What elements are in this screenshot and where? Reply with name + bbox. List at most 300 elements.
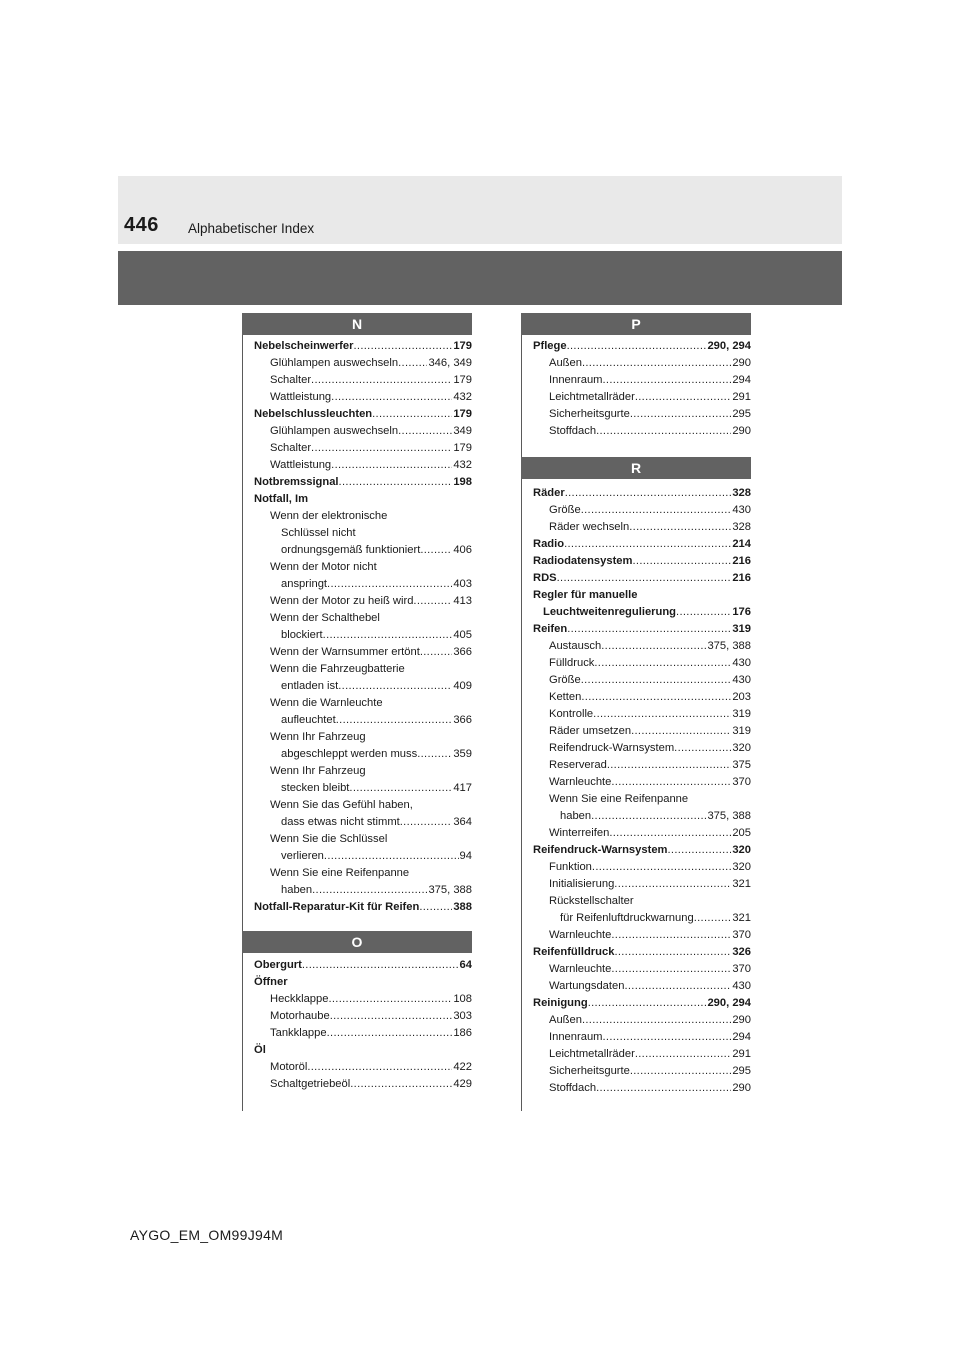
index-entry xyxy=(254,542,472,559)
index-entry xyxy=(254,797,472,814)
index-entry-leader xyxy=(312,882,427,899)
index-entry-pages: 294 xyxy=(732,374,751,386)
index-entry-pages: 375, 388 xyxy=(707,810,751,822)
index-entry-leader xyxy=(417,746,452,763)
index-entry xyxy=(254,780,472,797)
index-entry xyxy=(254,627,472,644)
index-entry-pages: 326 xyxy=(732,946,751,958)
index-entry xyxy=(254,814,472,831)
index-entry-leader xyxy=(603,1029,732,1046)
index-entry-label: Wenn der Motor zu heiß wird xyxy=(270,595,414,607)
index-entry-label: Rückstellschalter xyxy=(549,895,634,907)
index-entry-pages: 290 xyxy=(732,357,751,369)
index-entry-pages: 319 xyxy=(732,623,751,635)
index-entry xyxy=(254,474,472,491)
index-entry xyxy=(254,508,472,525)
index-letter-r: R xyxy=(521,457,751,479)
index-entry xyxy=(533,389,751,406)
index-entry-leader xyxy=(582,1012,731,1029)
index-entry-label: Öffner xyxy=(254,976,288,988)
index-entry-label: Öl xyxy=(254,1044,266,1056)
index-entry-pages: 291 xyxy=(732,1048,751,1060)
document-code: AYGO_EM_OM99J94M xyxy=(130,1227,284,1243)
index-entry xyxy=(254,423,472,440)
index-section-n xyxy=(242,313,472,916)
index-entry-leader xyxy=(635,389,732,406)
index-entry-pages: 403 xyxy=(453,578,472,590)
index-entry-label: RDS xyxy=(533,572,557,584)
index-letter-p: P xyxy=(521,313,751,335)
index-section-p xyxy=(521,313,751,440)
index-entry xyxy=(254,525,472,542)
index-entry-leader xyxy=(567,621,731,638)
index-entry-pages: 328 xyxy=(732,521,751,533)
index-entry-leader xyxy=(419,899,452,916)
index-entry-label: Leichtmetallräder xyxy=(549,1048,635,1060)
index-entry-pages: 319 xyxy=(732,708,751,720)
index-letter-o: O xyxy=(242,931,472,953)
index-entry-pages: 303 xyxy=(453,1010,472,1022)
index-entry-label: Wenn Sie das Gefühl haben, xyxy=(270,799,413,811)
index-letter-n: N xyxy=(242,313,472,335)
index-entry-leader xyxy=(336,712,453,729)
index-entry-leader xyxy=(588,995,707,1012)
index-entry-pages: 321 xyxy=(732,912,751,924)
index-entry xyxy=(254,991,472,1008)
index-entry-label: Leichtmetallräder xyxy=(549,391,635,403)
index-entry xyxy=(533,338,751,355)
index-entry-leader xyxy=(631,723,731,740)
index-list-o xyxy=(242,953,472,1093)
index-entry-pages: 413 xyxy=(453,595,472,607)
index-entry-pages: 320 xyxy=(732,742,751,754)
index-entry-label: Wenn Ihr Fahrzeug xyxy=(270,765,366,777)
index-entry-leader xyxy=(331,389,452,406)
index-entry xyxy=(533,740,751,757)
index-entry-leader xyxy=(630,1063,731,1080)
index-entry-label: Wattleistung xyxy=(270,391,332,403)
index-entry-leader xyxy=(581,672,732,689)
index-entry-label: Wattleistung xyxy=(270,459,332,471)
index-entry-leader xyxy=(349,780,452,797)
index-entry-label: Räder xyxy=(533,487,565,499)
index-entry xyxy=(533,791,751,808)
index-list-p xyxy=(521,335,751,440)
index-entry-label: Räder wechseln xyxy=(549,521,630,533)
index-entry-label: Warnleuchte xyxy=(549,963,612,975)
index-list-n xyxy=(242,335,472,916)
index-entry xyxy=(533,927,751,944)
index-entry-pages: 295 xyxy=(732,408,751,420)
index-entry-label: Reifendruck-Warnsystem xyxy=(549,742,675,754)
index-entry xyxy=(254,559,472,576)
index-entry xyxy=(533,423,751,440)
index-entry xyxy=(533,638,751,655)
index-entry-pages: 290, 294 xyxy=(707,997,751,1009)
index-entry-pages: 375 xyxy=(732,759,751,771)
index-entry-label: Wenn der elektronische xyxy=(270,510,388,522)
index-entry-leader xyxy=(624,978,731,995)
index-entry xyxy=(254,491,472,508)
index-entry-label: Wenn Ihr Fahrzeug xyxy=(270,731,366,743)
index-entry-leader xyxy=(629,519,731,536)
index-entry-pages: 203 xyxy=(732,691,751,703)
index-entry-leader xyxy=(611,927,731,944)
index-entry xyxy=(254,593,472,610)
index-section-r xyxy=(521,457,751,1097)
index-entry-leader xyxy=(594,655,731,672)
index-entry xyxy=(533,1063,751,1080)
index-entry-leader xyxy=(557,570,732,587)
index-entry-label: Schalter xyxy=(270,374,312,386)
index-entry-label: blockiert xyxy=(281,629,323,641)
index-entry-label: Sicherheitsgurte xyxy=(549,408,630,420)
index-entry-pages: 430 xyxy=(732,657,751,669)
index-entry xyxy=(533,355,751,372)
index-entry-pages: 366 xyxy=(453,714,472,726)
index-entry xyxy=(533,689,751,706)
index-entry-leader xyxy=(339,474,453,491)
index-entry-pages: 179 xyxy=(453,340,472,352)
index-entry xyxy=(254,729,472,746)
index-entry-label: Warnleuchte xyxy=(549,776,612,788)
index-entry-label: Wenn Sie eine Reifenpanne xyxy=(270,867,410,879)
index-entry-leader xyxy=(630,406,731,423)
index-entry-leader xyxy=(328,991,452,1008)
index-entry-pages: 349 xyxy=(453,425,472,437)
index-entry-leader xyxy=(596,1080,731,1097)
index-entry-label: haben xyxy=(560,810,592,822)
index-entry-label: Nebelschlussleuchten xyxy=(254,408,373,420)
index-list-r xyxy=(521,479,751,1097)
index-entry xyxy=(254,1059,472,1076)
index-entry-label: Leuchtweitenregulierung xyxy=(543,606,677,618)
index-entry-pages: 430 xyxy=(732,980,751,992)
index-entry-pages: 179 xyxy=(453,374,472,386)
index-entry xyxy=(533,406,751,423)
index-entry xyxy=(533,876,751,893)
index-entry-label: verlieren xyxy=(281,850,324,862)
index-entry xyxy=(533,757,751,774)
index-entry-label: Ketten xyxy=(549,691,582,703)
index-entry-label: dass etwas nicht stimmt xyxy=(281,816,400,828)
index-entry xyxy=(533,842,751,859)
index-entry-label: Reifenfülldruck xyxy=(533,946,615,958)
index-entry xyxy=(533,961,751,978)
index-entry-label: Kontrolle xyxy=(549,708,594,720)
index-entry-leader xyxy=(350,1076,452,1093)
page-number: 446 xyxy=(124,214,159,236)
index-entry-label: Glühlampen auswechseln xyxy=(270,357,399,369)
index-entry xyxy=(254,644,472,661)
index-entry-label: Radio xyxy=(533,538,565,550)
index-entry-label: stecken bleibt xyxy=(281,782,350,794)
index-entry-pages: 405 xyxy=(453,629,472,641)
index-entry-leader xyxy=(581,502,732,519)
index-entry-pages: 290 xyxy=(732,1082,751,1094)
index-entry xyxy=(254,1008,472,1025)
index-entry-label: Schalter xyxy=(270,442,312,454)
index-entry-pages: 216 xyxy=(732,555,751,567)
index-entry-label: Wenn der Warnsummer ertönt xyxy=(270,646,420,658)
index-entry-pages: 409 xyxy=(453,680,472,692)
index-entry-label: Wenn die Warnleuchte xyxy=(270,697,383,709)
index-entry-pages: 295 xyxy=(732,1065,751,1077)
index-entry-leader xyxy=(420,644,452,661)
index-entry xyxy=(254,957,472,974)
index-entry xyxy=(533,723,751,740)
index-entry-pages: 321 xyxy=(732,878,751,890)
index-entry-leader xyxy=(324,848,459,865)
index-entry-leader xyxy=(354,338,453,355)
index-entry-pages: 406 xyxy=(453,544,472,556)
index-entry-label: Räder umsetzen xyxy=(549,725,632,737)
index-entry-leader xyxy=(601,638,706,655)
index-entry-pages: 294 xyxy=(732,1031,751,1043)
index-entry-label: Innenraum xyxy=(549,374,603,386)
index-entry-label: Schaltgetriebeöl xyxy=(270,1078,351,1090)
index-entry-label: Notfall-Reparatur-Kit für Reifen xyxy=(254,901,420,913)
index-entry xyxy=(533,1029,751,1046)
index-entry-pages: 64 xyxy=(459,959,472,971)
index-entry-pages: 388 xyxy=(453,901,472,913)
index-entry xyxy=(533,893,751,910)
index-entry xyxy=(254,712,472,729)
index-entry-label: Notfall, Im xyxy=(254,493,309,505)
index-entry xyxy=(533,978,751,995)
index-entry-label: abgeschleppt werden muss xyxy=(281,748,418,760)
index-entry-leader xyxy=(609,825,731,842)
index-entry xyxy=(254,899,472,916)
page-section-title: Alphabetischer Index xyxy=(188,221,315,236)
index-entry-leader xyxy=(565,485,732,502)
index-entry-label: Wartungsdaten xyxy=(549,980,625,992)
index-entry-label: Außen xyxy=(549,357,582,369)
index-entry-pages: 370 xyxy=(732,776,751,788)
index-entry-label: Heckklappe xyxy=(270,993,329,1005)
index-entry-label: Reifendruck-Warnsystem xyxy=(533,844,668,856)
index-entry-leader xyxy=(632,553,731,570)
index-entry xyxy=(533,553,751,570)
index-entry xyxy=(533,587,751,604)
index-entry-leader xyxy=(311,440,452,457)
index-entry-label: Innenraum xyxy=(549,1031,603,1043)
index-entry-pages: 422 xyxy=(453,1061,472,1073)
index-entry-pages: 432 xyxy=(453,459,472,471)
index-entry xyxy=(533,944,751,961)
index-entry xyxy=(254,576,472,593)
index-entry-pages: 429 xyxy=(453,1078,472,1090)
index-entry-label: haben xyxy=(281,884,313,896)
index-entry-pages: 290 xyxy=(732,1014,751,1026)
index-entry-leader xyxy=(611,961,731,978)
index-entry-label: entladen ist xyxy=(281,680,339,692)
index-entry xyxy=(254,338,472,355)
index-entry-pages: 320 xyxy=(732,844,751,856)
index-entry-label: Nebelscheinwerfer xyxy=(254,340,354,352)
index-entry-leader xyxy=(400,814,453,831)
index-entry-pages: 359 xyxy=(453,748,472,760)
index-entry-leader xyxy=(635,1046,732,1063)
index-entry-leader xyxy=(581,689,731,706)
index-entry-label: Obergurt xyxy=(254,959,302,971)
index-entry-label: Sicherheitsgurte xyxy=(549,1065,630,1077)
index-entry-leader xyxy=(603,372,732,389)
index-entry xyxy=(254,355,472,372)
index-entry-label: für Reifenluftdruckwarnung xyxy=(560,912,694,924)
index-entry-label: Stoffdach xyxy=(549,1082,597,1094)
index-entry-leader xyxy=(694,910,732,927)
index-entry-pages: 176 xyxy=(732,606,751,618)
index-entry-label: Pflege xyxy=(533,340,567,352)
index-entry-leader xyxy=(567,338,707,355)
index-entry-pages: 291 xyxy=(732,391,751,403)
index-entry-label: Wenn Sie die Schlüssel xyxy=(270,833,388,845)
index-entry xyxy=(254,746,472,763)
index-entry-label: Fülldruck xyxy=(549,657,595,669)
index-entry-label: Außen xyxy=(549,1014,582,1026)
index-entry xyxy=(533,1046,751,1063)
index-entry-leader xyxy=(398,423,452,440)
index-entry-pages: 216 xyxy=(732,572,751,584)
index-entry-leader xyxy=(668,842,732,859)
index-entry-leader xyxy=(398,355,427,372)
index-entry-pages: 328 xyxy=(732,487,751,499)
index-entry xyxy=(533,774,751,791)
index-entry xyxy=(533,825,751,842)
index-entry xyxy=(254,848,472,865)
index-entry-pages: 179 xyxy=(453,442,472,454)
index-entry-pages: 186 xyxy=(453,1027,472,1039)
index-entry-leader xyxy=(323,627,453,644)
index-entry-leader xyxy=(614,876,731,893)
index-entry-pages: 430 xyxy=(732,504,751,516)
index-entry xyxy=(254,974,472,991)
index-entry xyxy=(254,1042,472,1059)
index-entry xyxy=(254,865,472,882)
index-entry-label: Größe xyxy=(549,504,581,516)
index-entry-pages: 290 xyxy=(732,425,751,437)
index-entry-leader xyxy=(302,957,459,974)
index-entry-leader xyxy=(676,604,731,621)
index-entry xyxy=(254,610,472,627)
index-entry-label: Motorhaube xyxy=(270,1010,330,1022)
index-entry-pages: 370 xyxy=(732,929,751,941)
index-entry-leader xyxy=(327,1025,453,1042)
index-entry xyxy=(254,1076,472,1093)
index-entry-label: Glühlampen auswechseln xyxy=(270,425,399,437)
index-entry-leader xyxy=(331,457,452,474)
index-entry-pages: 179 xyxy=(453,408,472,420)
index-entry xyxy=(533,859,751,876)
index-entry xyxy=(254,406,472,423)
index-entry-pages: 205 xyxy=(732,827,751,839)
index-entry-label: Schlüssel nicht xyxy=(281,527,356,539)
index-entry-pages: 198 xyxy=(453,476,472,488)
index-entry-pages: 108 xyxy=(453,993,472,1005)
index-entry xyxy=(254,457,472,474)
index-entry-label: Regler für manuelle xyxy=(533,589,638,601)
index-entry-pages: 366 xyxy=(453,646,472,658)
index-entry xyxy=(533,604,751,621)
index-entry xyxy=(533,372,751,389)
index-entry-leader xyxy=(338,678,452,695)
index-entry-label: Radiodatensystem xyxy=(533,555,633,567)
index-entry-leader xyxy=(420,542,452,559)
index-entry-leader xyxy=(564,536,731,553)
index-entry xyxy=(254,661,472,678)
index-entry-leader xyxy=(614,944,731,961)
index-entry xyxy=(533,706,751,723)
index-entry-label: Warnleuchte xyxy=(549,929,612,941)
index-entry xyxy=(533,995,751,1012)
index-entry xyxy=(254,763,472,780)
index-section-o xyxy=(242,931,472,1093)
index-entry-pages: 94 xyxy=(459,850,472,862)
index-entry-label: Stoffdach xyxy=(549,425,597,437)
index-entry-pages: 375, 388 xyxy=(428,884,472,896)
index-entry-pages: 319 xyxy=(732,725,751,737)
index-entry-pages: 430 xyxy=(732,674,751,686)
index-entry xyxy=(533,485,751,502)
index-entry-label: Wenn Sie eine Reifenpanne xyxy=(549,793,689,805)
index-entry xyxy=(254,389,472,406)
index-entry xyxy=(533,502,751,519)
index-entry-pages: 375, 388 xyxy=(707,640,751,652)
index-entry-leader xyxy=(307,1059,452,1076)
index-entry-pages: 346, 349 xyxy=(428,357,472,369)
index-entry-label: Winterreifen xyxy=(549,827,610,839)
index-entry-leader xyxy=(592,859,731,876)
index-entry xyxy=(254,882,472,899)
index-entry-label: Initialisierung xyxy=(549,878,615,890)
index-entry xyxy=(533,570,751,587)
index-entry-label: Tankklappe xyxy=(270,1027,327,1039)
index-entry xyxy=(254,372,472,389)
index-entry-pages: 214 xyxy=(732,538,751,550)
index-entry-label: Reinigung xyxy=(533,997,588,1009)
index-entry-label: Reserverad xyxy=(549,759,607,771)
index-entry xyxy=(254,678,472,695)
index-entry-leader xyxy=(591,808,706,825)
index-entry-label: Wenn der Schalthebel xyxy=(270,612,380,624)
index-entry-leader xyxy=(582,355,731,372)
index-entry xyxy=(533,910,751,927)
index-entry xyxy=(254,1025,472,1042)
index-entry-leader xyxy=(311,372,452,389)
index-entry-label: Funktion xyxy=(549,861,592,873)
index-entry xyxy=(533,536,751,553)
index-entry xyxy=(533,1080,751,1097)
index-entry-label: Wenn die Fahrzeugbatterie xyxy=(270,663,405,675)
index-entry xyxy=(533,519,751,536)
index-entry-label: Motoröl xyxy=(270,1061,308,1073)
index-entry xyxy=(254,695,472,712)
index-entry-pages: 432 xyxy=(453,391,472,403)
index-entry-pages: 290, 294 xyxy=(707,340,751,352)
index-entry-leader xyxy=(330,1008,453,1025)
index-entry xyxy=(533,1012,751,1029)
index-entry-label: Reifen xyxy=(533,623,568,635)
index-entry xyxy=(533,655,751,672)
index-entry-label: aufleuchtet xyxy=(281,714,336,726)
header-dark-band xyxy=(118,251,842,305)
index-entry-leader xyxy=(596,423,731,440)
index-entry-label: Austausch xyxy=(549,640,602,652)
index-entry-pages: 417 xyxy=(453,782,472,794)
index-entry-leader xyxy=(593,706,731,723)
index-entry-pages: 364 xyxy=(453,816,472,828)
